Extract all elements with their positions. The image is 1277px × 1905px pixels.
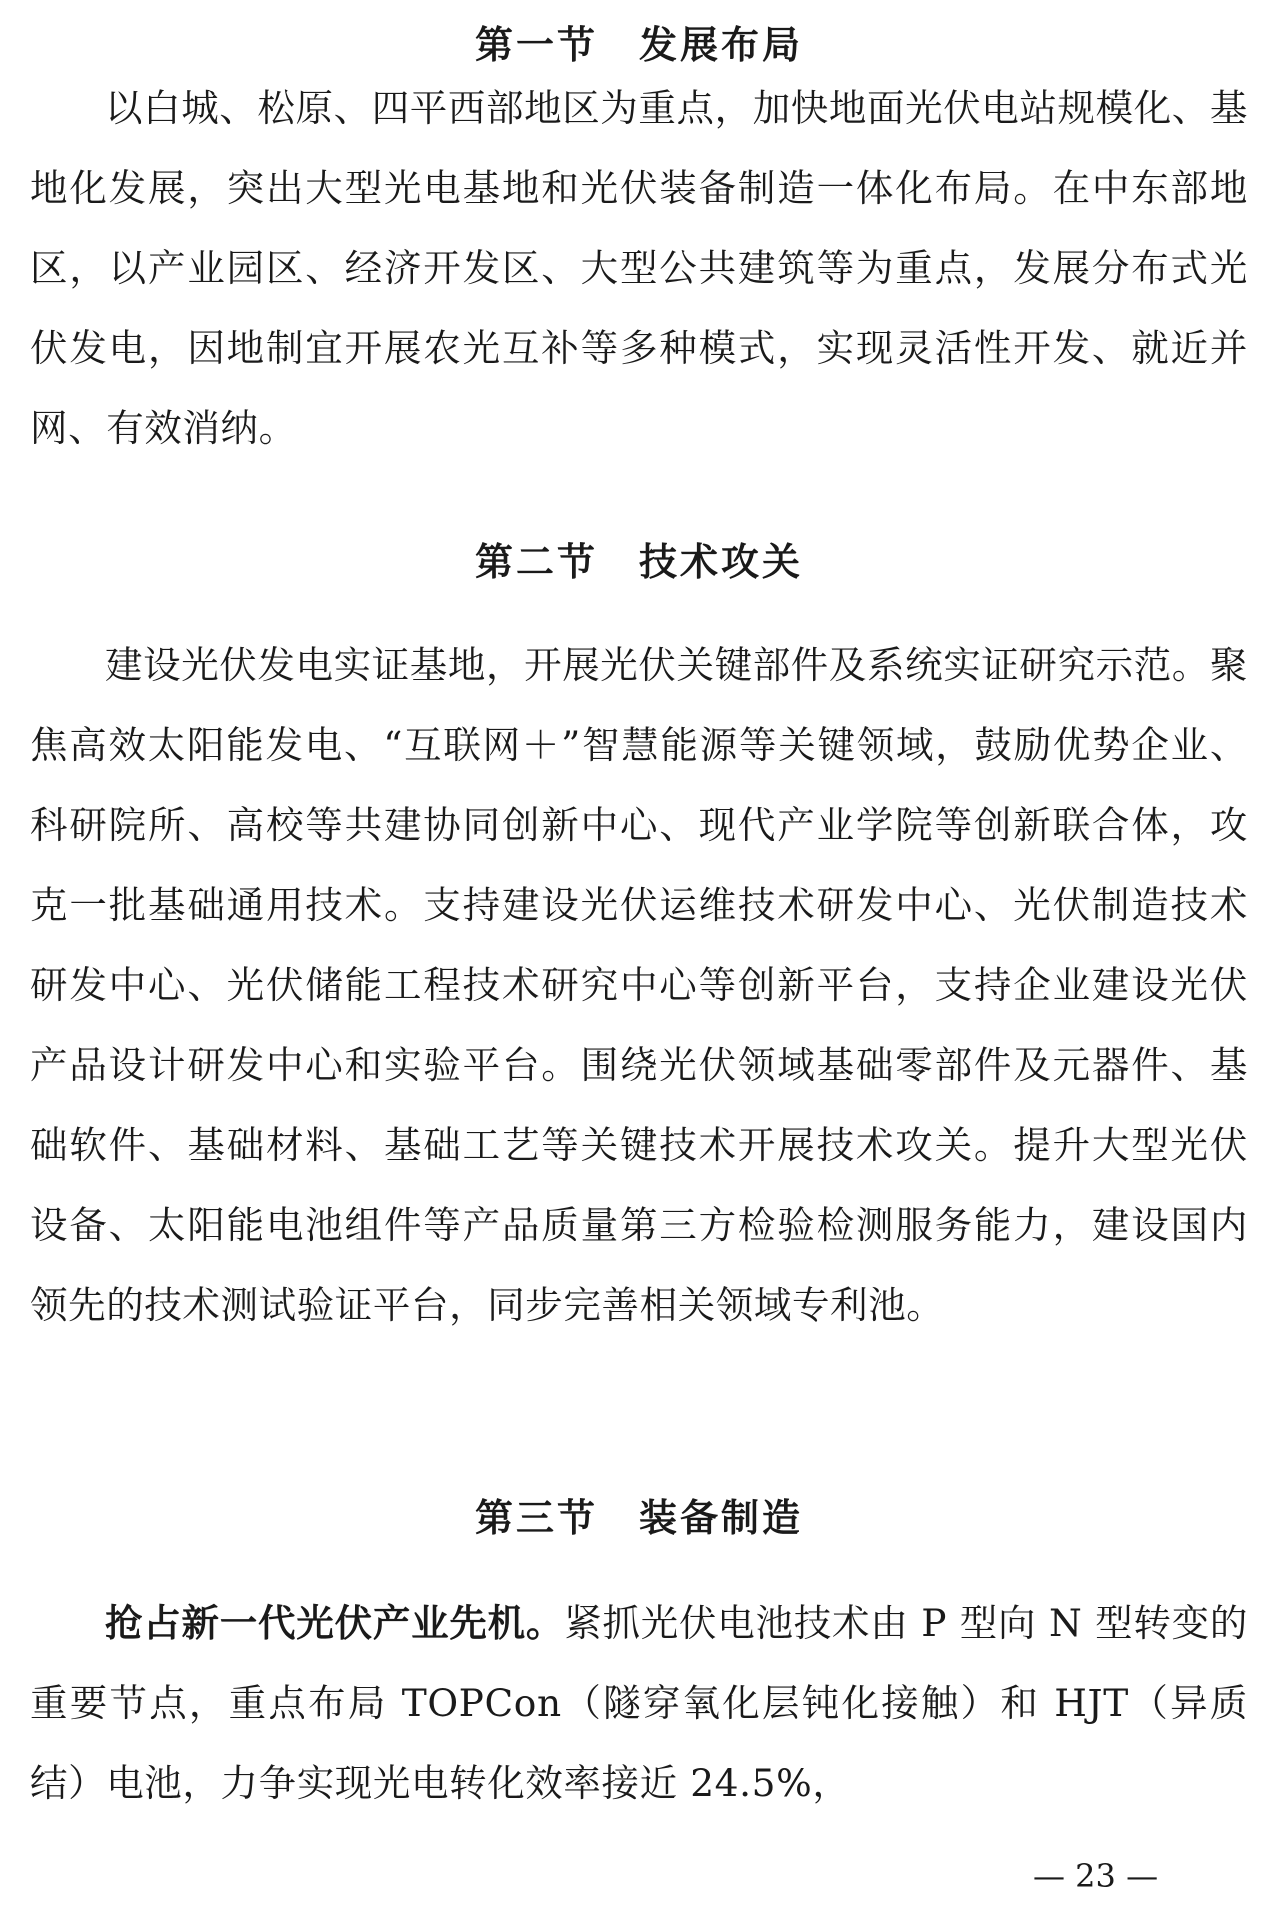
section-heading-2: 第二节 技术攻关 [474,540,803,584]
section-paragraph-3 [30,1583,1248,1823]
section-heading-3: 第三节 装备制造 [474,1496,803,1540]
page-number: — 23 — [1033,1857,1159,1895]
section-heading-1: 第一节 发展布局 [474,23,803,67]
section-paragraph-1: 以白城、松原、四平西部地区为重点，加快地面光伏电站规模化、基地化发展，突出大型光电基地和光伏装备制造一体化布局。在中东部地区，以产业园区、经济开发区、大型公共建筑等为重点，发展分布式光伏发电，因地制宜开展农光互补等多种模式，实现灵活性开发、就近并网、有效消纳。 [30,86,1248,450]
section-paragraph-3-text: 紧抓光伏电池技术由 P 型向 N 型转变的重要节点，重点布局 TOPCon（隧穿氧化层钝化接触）和 HJT（异质结）电池，力争实现光电转化效率接近 24.5%， [30,1601,1248,1805]
section-paragraph-2: 建设光伏发电实证基地，开展光伏关键部件及系统实证研究示范。聚焦高效太阳能发电、“互联网＋”智慧能源等关键领域，鼓励优势企业、科研院所、高校等共建协同创新中心、现代产业学院等创新联合体，攻克一批基础通用技术。支持建设光伏运维技术研发中心、光伏制造技术研发中心、光伏储能工程技术研究中心等创新平台，支持企业建设光伏产品设计研发中心和实验平台。围绕光伏领域基础零部件及元器件、基础软件、基础材料、基础工艺等关键技术开展技术攻关。提升大型光伏设备、太阳能电池组件等产品质量第三方检验检测服务能力，建设国内领先的技术测试验证平台，同步完善相关领域专利池。 [30,643,1248,1327]
section-lead-3: 抢占新一代光伏产业先机。 [105,1601,565,1645]
